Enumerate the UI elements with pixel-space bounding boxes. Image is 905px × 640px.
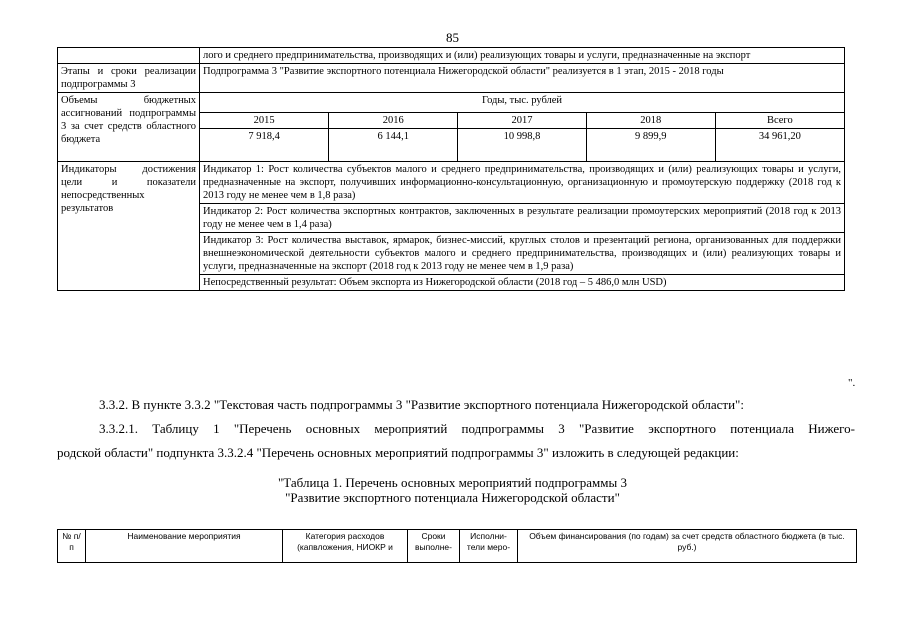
table-row [58,93,845,162]
page-number: 85 [446,30,459,45]
passport-table [57,47,845,291]
col-expense-category: Категория расходов (капвложения, НИОКР и [283,530,408,563]
row-label: Этапы и сроки реализации подпрограммы 3 [58,64,200,93]
col-deadlines: Сроки выполне- [408,530,460,563]
year-2015-header: 2015 [200,113,329,129]
value-2017: 10 998,8 [458,129,587,162]
budget-header: Годы, тыс. рублей [200,93,844,113]
row-label [58,48,200,64]
value-2015: 7 918,4 [200,129,329,162]
indicator-1: Индикатор 1: Рост количества субъектов малого и среднего предпринимательства, производящих и (или) реализующих товары и услуги, предназначенные на экспорт, получивших информационно-консультационную, организационную и промоутерскую поддержку (2018 год к 2013 году не менее чем в 1,8 раза) [200,162,845,204]
value-total: 34 961,20 [715,129,844,162]
indicator-2: Индикатор 2: Рост количества экспортных контрактов, заключенных в результате реализации промоутерских мероприятий (2018 год к 2013 году не менее чем в 1,4 раза) [200,204,845,233]
value-2018: 9 899,9 [586,129,715,162]
year-2016-header: 2016 [329,113,458,129]
col-number: № п/п [58,530,86,563]
direct-result: Непосредственный результат: Объем экспорта из Нижегородской области (2018 год – 5 486,0 млн USD) [200,275,845,291]
row-label: Индикаторы достижения цели и показатели непосредственных результатов [58,162,200,291]
table-caption-line-2: "Развитие экспортного потенциала Нижегородской области" [285,490,620,505]
quote-end: ". [848,377,856,389]
year-2017-header: 2017 [458,113,587,129]
table-header-row [58,530,857,563]
budget-years-table [200,93,844,161]
indicator-3: Индикатор 3: Рост количества выставок, ярмарок, бизнес-миссий, круглых столов и презентаций региона, организованных для поддержки внешнеэкономической деятельности субъектов малого и среднего предпринимательства, производящих и (или) реализующих товары и услуги, предназначенные на экспорт (2018 год к 2013 году не менее чем в 1,9 раза) [200,233,845,275]
paragraph-3-3-2-1-cont: родской области" подпункта 3.3.2.4 "Перечень основных мероприятий подпрограммы 3" изложить в следующей редакции: [57,445,739,460]
budget-cell [200,93,845,162]
table-caption-line-1: "Таблица 1. Перечень основных мероприятий подпрограммы 3 [277,475,627,490]
row-label: Объемы бюджетных ассигнований подпрограммы 3 за счет средств областного бюджета [58,93,200,162]
year-2018-header: 2018 [586,113,715,129]
col-measure-name: Наименование мероприятия [86,530,283,563]
row-content: Подпрограмма 3 "Развитие экспортного потенциала Нижегородской области" реализуется в 1 этап, 2015 - 2018 годы [200,64,845,93]
measures-table [57,529,857,563]
total-header: Всего [715,113,844,129]
col-executors: Исполни- тели меро- [460,530,518,563]
col-funding: Объем финансирования (по годам) за счет средств областного бюджета (в тыс. руб.) [518,530,857,563]
paragraph-3-3-2: 3.3.2. В пункте 3.3.2 "Текстовая часть подпрограммы 3 "Развитие экспортного потенциала Нижегородской области": [99,397,744,412]
table-row [58,162,845,204]
value-2016: 6 144,1 [329,129,458,162]
paragraph-3-3-2-1: 3.3.2.1. Таблицу 1 "Перечень основных мероприятий подпрограммы 3 "Развитие экспортного потенциала Нижего- [99,421,855,436]
table-row [58,64,845,93]
table-row [58,48,845,64]
row-content: лого и среднего предпринимательства, производящих и (или) реализующих товары и услуги, предназначенные на экспорт [200,48,845,64]
